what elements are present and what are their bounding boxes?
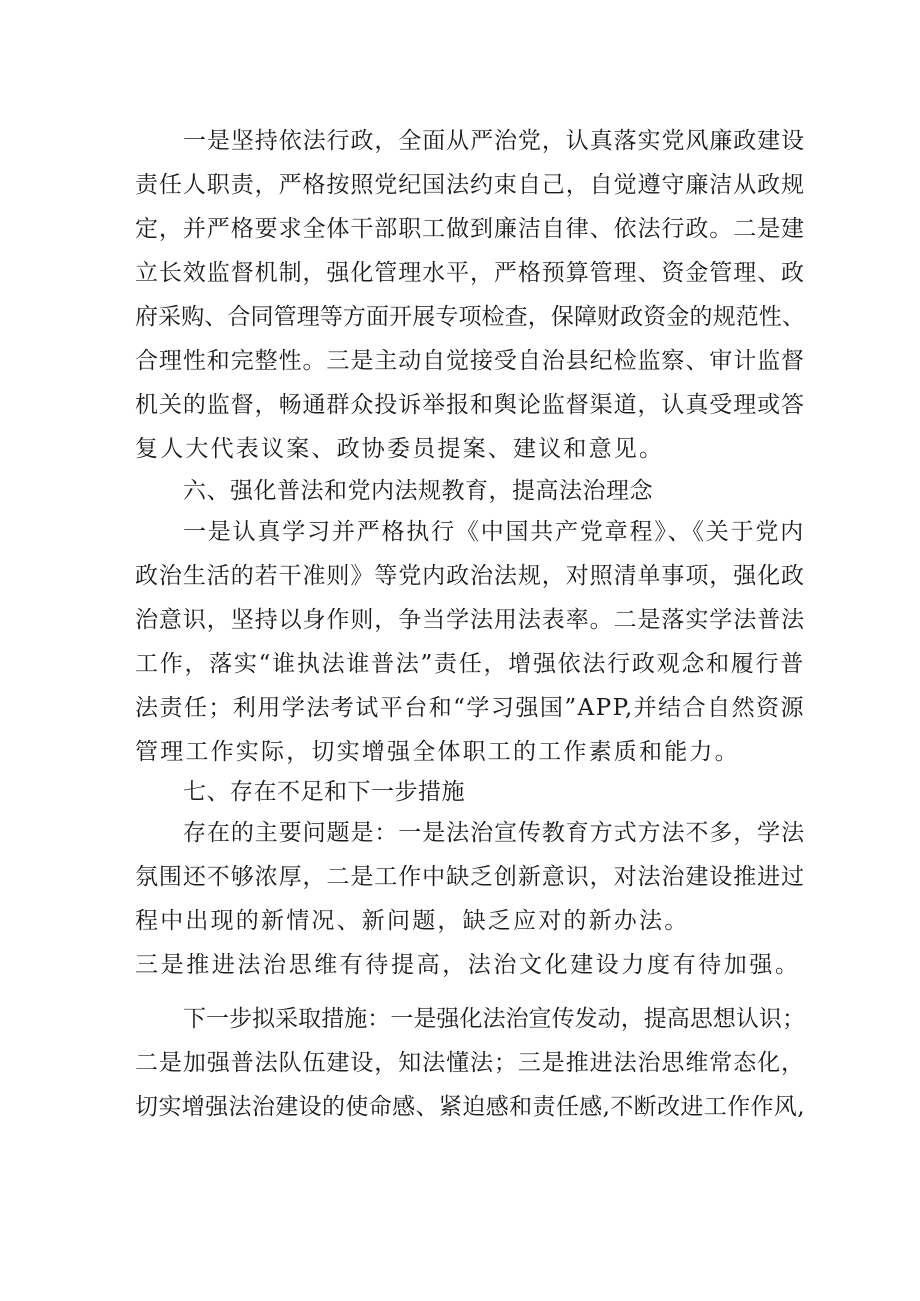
paragraph-1-line-2: 责任人职责，严格按照党纪国法约束自己，自觉遵守廉洁从政规 [135,172,805,198]
paragraph-4-line-2: 二是加强普法队伍建设，知法懂法；三是推进法治思维常态化， [135,1050,805,1076]
paragraph-3-line-2: 氛围还不够浓厚，二是工作中缺乏创新意识，对法治建设推进过 [135,864,805,890]
paragraph-1-line-7: 机关的监督，畅通群众投诉举报和舆论监督渠道，认真受理或答 [135,392,805,418]
paragraph-4-line-3: 切实增强法治建设的使命感、紧迫感和责任感,不断改进工作作风, [135,1094,805,1120]
paragraph-2-line-6: 管理工作实际，切实增强全体职工的工作素质和能力。 [135,739,740,765]
paragraph-2-line-3: 治意识，坚持以身作则，争当学法用法表率。二是落实学法普法 [135,607,805,633]
section-heading-7: 七、存在不足和下一步措施 [183,779,465,805]
paragraph-1-line-4: 立长效监督机制，强化管理水平，严格预算管理、资金管理、政 [135,260,805,286]
paragraph-2-line-2: 政治生活的若干准则》等党内政治法规，对照清单事项，强化政 [135,563,805,589]
paragraph-2-line-4: 工作，落实“谁执法谁普法”责任，增强依法行政观念和履行普 [135,651,805,677]
paragraph-4-line-1: 下一步拟采取措施：一是强化法治宣传发动，提高思想认识； [183,1006,805,1032]
paragraph-1-line-6: 合理性和完整性。三是主动自觉接受自治县纪检监察、审计监督 [135,348,805,374]
paragraph-1-line-1: 一是坚持依法行政，全面从严治党，认真落实党风廉政建设 [183,128,805,154]
paragraph-1-line-8: 复人大代表议案、政协委员提案、建议和意见。 [135,436,665,462]
paragraph-1-line-3: 定，并严格要求全体干部职工做到廉洁自律、依法行政。二是建 [135,216,805,242]
paragraph-2-line-1: 一是认真学习并严格执行《中国共产党章程》、《关于党内 [183,519,805,545]
section-heading-6: 六、强化普法和党内法规教育，提高法治理念 [183,478,653,504]
paragraph-1-line-5: 府采购、合同管理等方面开展专项检查，保障财政资金的规范性、 [135,304,805,330]
paragraph-2-line-5: 法责任；利用学法考试平台和“学习强国”APP,并结合自然资源 [135,695,805,721]
paragraph-3-line-3: 程中出现的新情况、新问题，缺乏应对的新办法。 [135,908,690,934]
paragraph-3-line-4: 三是推进法治思维有待提高，法治文化建设力度有待加强。 [135,952,801,978]
paragraph-3-line-1: 存在的主要问题是：一是法治宣传教育方式方法不多，学法 [183,820,805,846]
